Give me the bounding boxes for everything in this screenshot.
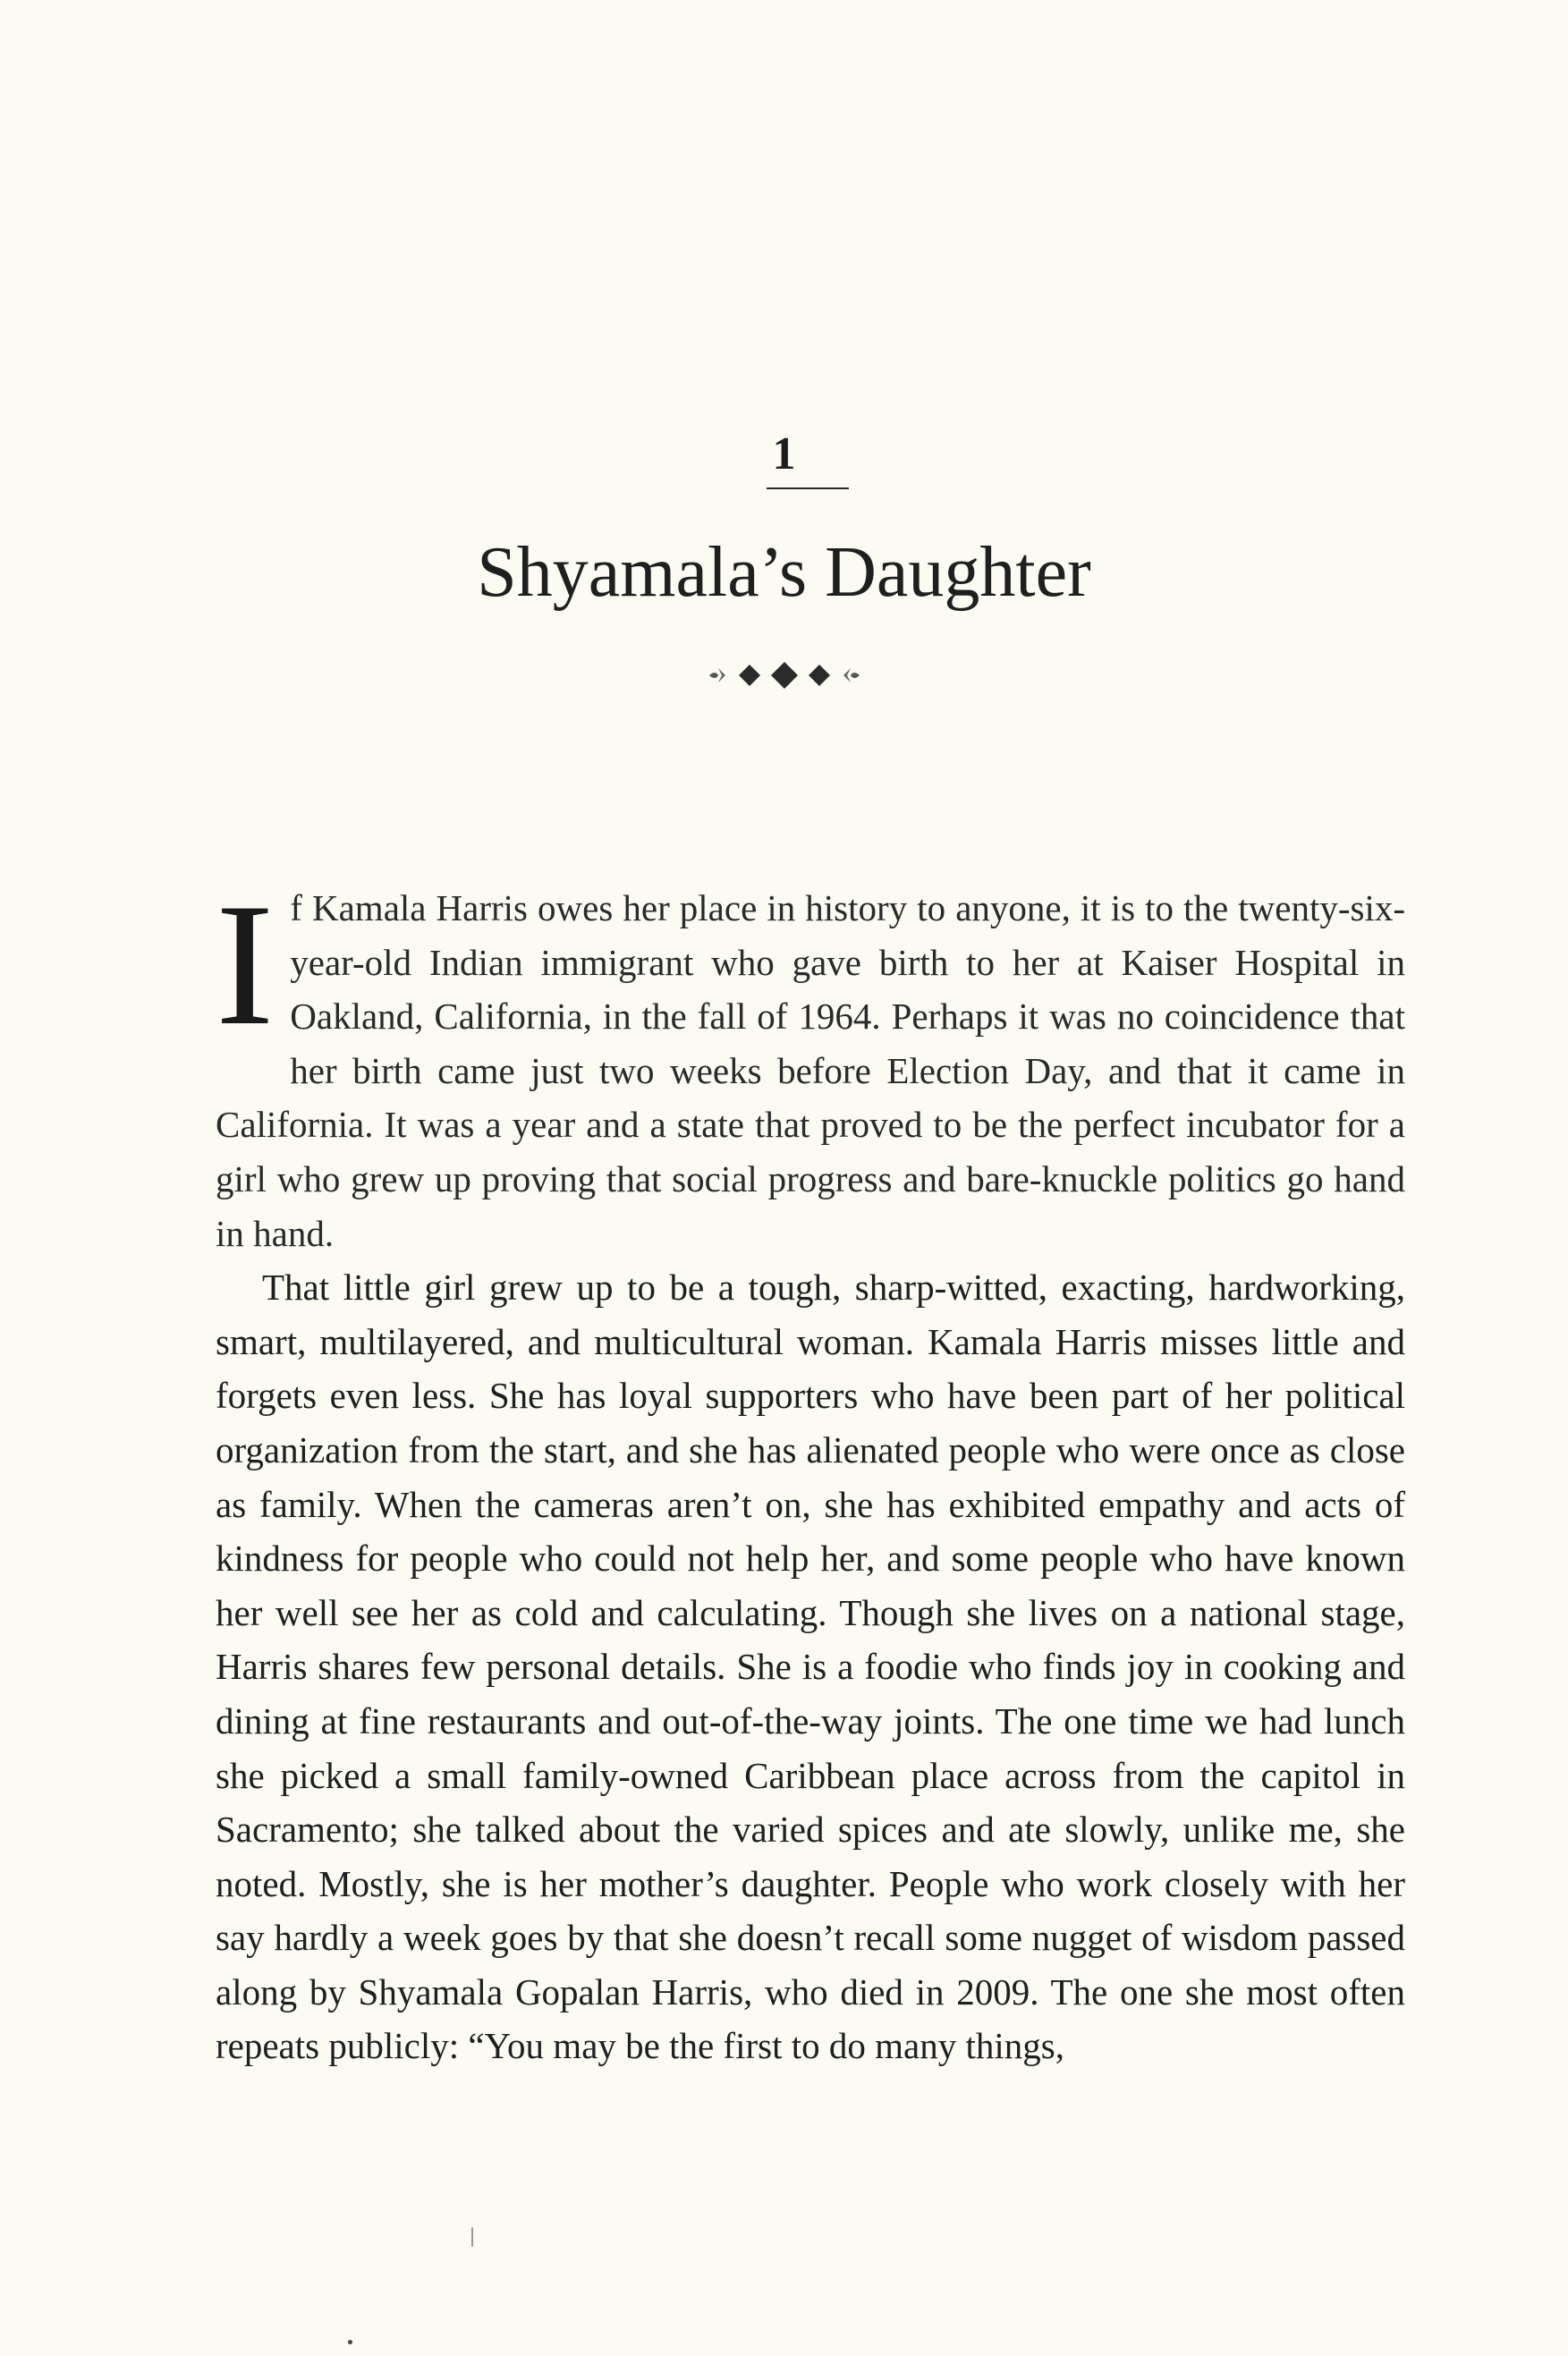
diamond-large-icon (770, 661, 799, 690)
chapter-title: Shyamala’s Daughter (477, 533, 1091, 612)
diamond-ornament-icon (0, 657, 1568, 693)
paragraph-2: That little girl grew up to be a tough, sharp-witted, exacting, hardworking, smart, multilayered, and multicultural woman. Kamala Harris misses little and forgets even less. She has loyal supporters who have been part of her political organization from the start, and she has alienated people who were once as close as family. When the cameras aren’t on, she has exhibited empathy and acts of kindness for people who could not help her, and some people who have known her well see her as cold and calculating. Though she lives on a national stage, Harris shares few personal details. She is a foodie who finds joy in cooking and dining at fine restaurants and out-of-the-way joints. The one time we had lunch she picked a small family-owned Caribbean place across from the capitol in Sacramento; she talked about the varied spices and ate slowly, unlike me, she noted. Mostly, she is her mother’s daughter. People who work closely with her say hardly a week goes by that she doesn’t recall some nugget of wisdom passed along by Shyamala Gopalan Harris, who died in 2009. The one she most often repeats publicly: “You may be the first to do many things, (216, 1267, 1405, 2067)
diamond-small-icon (738, 664, 761, 687)
fleuron-right-icon (840, 665, 861, 686)
paragraph-1 (216, 868, 1405, 1260)
chapter-body (216, 868, 1405, 2073)
drop-cap: I (216, 868, 275, 1062)
diamond-small-icon (808, 664, 831, 687)
chapter-number-underline (767, 487, 849, 489)
scan-speck (348, 2340, 352, 2344)
fleuron-left-icon (708, 665, 729, 686)
paragraph-1-text: f Kamala Harris owes her place in history to anyone, it is to the twenty-six-year-old Indian immigrant who gave birth to her at Kaiser Hospital in Oakland, California, in the fall of 1964. Perhaps it was no coincidence that her birth came just two weeks before Election Day, and that it came in California. It was a year and a state that proved to be the perfect incubator for a girl who grew up proving that social progress and bare-knuckle politics go hand in hand. (216, 887, 1405, 1254)
scan-speck (471, 2227, 473, 2247)
chapter-number: 1 (772, 428, 796, 479)
